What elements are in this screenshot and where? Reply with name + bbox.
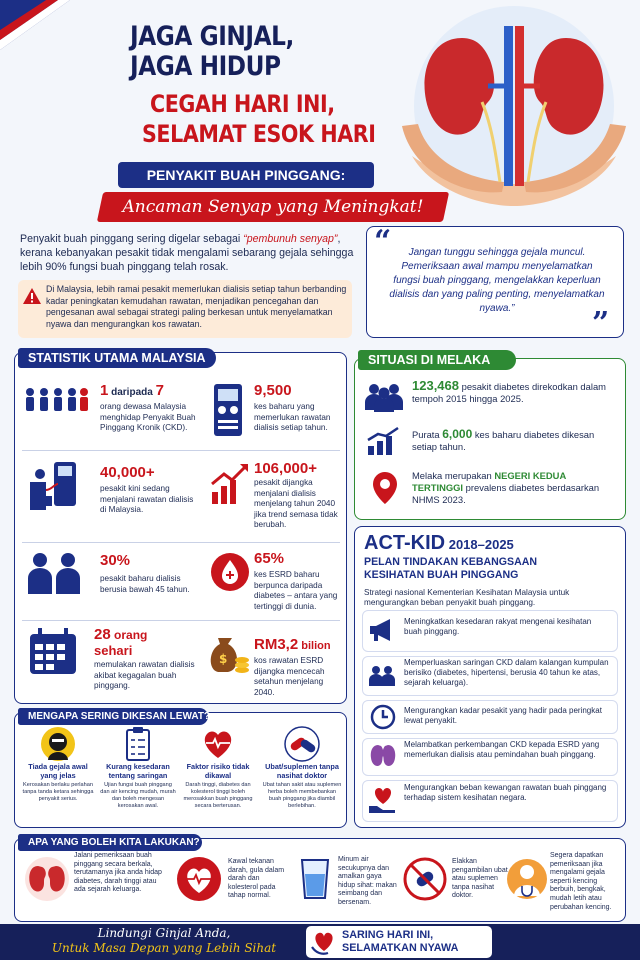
stat-1-num: 1: [100, 382, 109, 399]
water-glass-icon: [296, 856, 334, 902]
stat-1-number: [100, 382, 210, 401]
heart-hand-icon: [368, 786, 398, 814]
reason-3-text: Darah tinggi, diabetes dan kolesterol tinggi boleh merosakkan buah pinggang secara berterusan.: [183, 782, 253, 809]
melaka-1-text: pesakit diabetes direkodkan dalam tempoh 2015 hingga 2025.: [412, 381, 606, 404]
stat-2-number: 9,500: [254, 382, 292, 399]
blood-drop-icon: [210, 552, 250, 592]
reasons-title: MENGAPA SERING DIKESAN LEWAT?: [18, 708, 208, 725]
actkid-subtitle1: PELAN TINDAKAN KEBANGSAAN: [364, 556, 538, 568]
reason-4: [262, 726, 342, 810]
actkid-item-4: Melambatkan perkembangan CKD kepada ESRD yang memerlukan dialisis atau pemindahan buah pinggang.: [404, 740, 600, 759]
melaka-2-text: kes baharu diabetes dikesan setiap tahun.: [412, 429, 595, 452]
stat-4-text: pesakit dijangka menjalani dialisis menjelang tahun 2040 jika trend semasa tidak berubah.: [254, 478, 338, 529]
pills-icon: [284, 726, 320, 762]
melaka-item-1: [412, 380, 618, 405]
dialysis-machine-icon: [208, 382, 248, 438]
flag-stripes-decoration: [0, 0, 70, 60]
reason-2-text: Ujian fungsi buah pinggang dan air kencing mudah, murah dan boleh mengesan kerosakan awal.: [100, 782, 176, 809]
banner-top: PENYAKIT BUAH PINGGANG:: [118, 162, 374, 188]
reason-2-title: Kurang kesedaran tentang saringan: [106, 762, 170, 780]
warning-icon: [22, 287, 42, 305]
divider: [22, 450, 340, 451]
stat-8-num: RM3,2: [254, 636, 299, 653]
action-5-text: Segera dapatkan pemeriksaan jika mengalami gejala seperti kencing berbuih, bengkak, mudah letih atau perubahan kencing.: [550, 852, 612, 911]
intro-part2: , kerana kebanyakan pesakit tidak mengalami sebarang gejala sehingga lebih 90% fungsi buah pinggang telah rosak.: [20, 233, 354, 273]
stat-8-text: kos rawatan ESRD dijangka mencecah setahun menjelang 2040.: [254, 656, 325, 697]
stat-6-number: 65%: [254, 550, 285, 567]
action-3-text: Minum air secukupnya dan amalkan gaya hidup sihat: makan seimbang dan bersenam.: [338, 856, 397, 906]
reason-4-title: Ubat/suplemen tanpa nasihat doktor: [265, 762, 339, 780]
actkid-item-5: Mengurangkan beban kewangan rawatan buah pinggang terhadap sistem kesihatan negara.: [404, 783, 607, 802]
stat-1-text: orang dewasa Malaysia menghidap Penyakit Buah Pinggang Kronik (CKD).: [100, 402, 196, 432]
trend-up-chart-icon: [208, 462, 250, 506]
doctor-icon: [506, 856, 548, 902]
heart-pulse-icon: [200, 726, 236, 762]
action-2-text: Kawal tekanan darah, gula dalam darah dan kolesterol pada tahap normal.: [228, 858, 285, 900]
melaka-2-pre: Purata: [412, 429, 443, 440]
divider: [22, 620, 340, 621]
quote-open-icon: “: [374, 224, 392, 259]
warning-text: Di Malaysia, lebih ramai pesakit memerlukan dialisis setiap tahun berbanding kadar peningkatan kemudahan rawatan, menjadikan pencegahan dan pengesanan awal sebagai strategi paling berkesan untuk menyelamatkan nyawa dan mengurangkan kos rawatan.: [46, 284, 347, 329]
melaka-3-num: NEGERI KEDUA TERTINGGI: [412, 470, 566, 493]
clipboard-checklist-icon: [120, 726, 156, 762]
patient-dialysis-icon: [24, 460, 80, 512]
footer-badge-line2: SELAMATKAN NYAWA: [342, 942, 459, 954]
melaka-1-num: 123,468: [412, 378, 459, 393]
reason-1-title: Tiada gejala awal yang jelas: [28, 762, 88, 780]
megaphone-icon: [368, 618, 396, 642]
stat-3-number: 40,000+: [100, 464, 155, 481]
svg-text:$: $: [219, 652, 228, 666]
heart-monitor-icon: [176, 856, 222, 902]
melaka-item-2: [412, 428, 618, 453]
money-bag-icon: [206, 630, 250, 676]
reason-3-title: Faktor risiko tidak dikawal: [186, 762, 250, 780]
reason-1-text: Kerosakan berlaku perlahan tanpa tanda ketara sehingga penyakit serius.: [22, 782, 94, 802]
stat-8-mid: bilion: [298, 640, 331, 652]
stat-1-end: 7: [155, 382, 164, 399]
quote-close-icon: ”: [592, 306, 610, 341]
heart-care-icon: [310, 929, 338, 955]
melaka-3-pre: Melaka merupakan: [412, 470, 495, 481]
action-1-text: Jalani pemeriksaan buah pinggang secara berkala, terutamanya jika anda hidap diabetes, darah tinggi atau ada sejarah keluarga.: [74, 852, 162, 894]
young-people-icon: [26, 552, 84, 596]
intro-highlight: “pembunuh senyap”: [243, 233, 338, 245]
people-group-icon: [24, 386, 90, 420]
stat-7-num: 28: [94, 626, 111, 643]
malaysia-title: STATISTIK UTAMA MALAYSIA: [18, 348, 216, 368]
kidney-check-icon: [24, 856, 70, 902]
location-pin-icon: [370, 470, 400, 506]
stat-5-text: pesakit baharu dialisis berusia bawah 45 tahun.: [100, 574, 190, 594]
no-pills-icon: [402, 856, 448, 902]
actkid-name: ACT-KID: [364, 532, 446, 554]
stat-3-text: pesakit kini sedang menjalani rawatan dialisis di Malaysia.: [100, 484, 194, 514]
quote-text: Jangan tunggu sehingga gejala muncul. Pemeriksaan awal mampu menyelamatkan fungsi buah pinggang, mengelakkan keperluan dialisis dan yang paling penting, menyelamatkan nyawa.”: [389, 247, 605, 314]
actkid-item-2: Memperluaskan saringan CKD dalam kalangan kumpulan berisiko (diabetes, hipertensi, berusia 40 tahun ke atas, sejarah keluarga).: [404, 658, 609, 687]
bar-chart-up-icon: [366, 426, 402, 456]
stat-4-number: 106,000+: [254, 460, 317, 477]
actkid-subtitle2: KESIHATAN BUAH PINGGANG: [364, 569, 519, 581]
stat-7-mid: orang: [110, 628, 148, 642]
actkid-desc: Strategi nasional Kementerian Kesihatan Malaysia untuk mengurangkan beban penyakit buah pinggang.: [364, 588, 570, 607]
banner-bottom: Ancaman Senyap yang Meningkat!: [122, 197, 424, 217]
intro-part1: Penyakit buah pinggang sering digelar sebagai: [20, 233, 244, 245]
stat-8-number: [254, 636, 344, 655]
footer-line1: Lindungi Ginjal Anda,: [97, 926, 231, 940]
footer-line2: Untuk Masa Depan yang Lebih Sihat: [51, 941, 277, 955]
clock-icon: [370, 704, 396, 730]
stat-6-text: kes ESRD baharu berpunca daripada diabetes – antara yang tertinggi di dunia.: [254, 570, 338, 611]
melaka-3-text: prevalens diabetes berdasarkan NHMS 2023.: [412, 482, 600, 505]
actkid-item-1: Meningkatkan kesedaran rakyat mengenai kesihatan buah pinggang.: [404, 617, 592, 636]
footer-badge-line1: SARING HARI INI,: [342, 929, 434, 941]
kidney-icon: [370, 742, 396, 770]
actkid-title: [364, 532, 514, 555]
stat-2-text: kes baharu yang memerlukan rawatan dialisis setiap tahun.: [254, 402, 331, 432]
stat-5-number: 30%: [100, 552, 131, 569]
intro-text: [20, 232, 360, 274]
melaka-item-3: [412, 470, 618, 506]
stat-7-text: memulakan rawatan dialisis akibat kegagalan buah pinggang.: [94, 660, 195, 690]
stat-7-number: [94, 626, 204, 644]
hidden-face-icon: [40, 726, 76, 762]
calendar-icon: [28, 628, 78, 676]
reason-1: [20, 726, 96, 803]
melaka-2-num: 6,000: [442, 427, 473, 441]
title-line4: SELAMAT ESOK HARI: [142, 120, 376, 148]
reason-3: [180, 726, 256, 810]
divider: [22, 542, 340, 543]
actkid-years: 2018–2025: [445, 537, 514, 552]
actkid-item-3: Mengurangkan kadar pesakit yang hadir pada peringkat lewat penyakit.: [404, 706, 602, 725]
kidney-hands-illustration: [392, 6, 632, 218]
screening-people-icon: [368, 662, 396, 690]
melaka-title: SITUASI DI MELAKA: [358, 350, 516, 370]
reason-2: [100, 726, 176, 810]
title-line2: JAGA HIDUP: [130, 51, 281, 82]
reason-4-text: Ubat tahan sakit atau suplemen herba boleh membebankan buah pinggang jika diambil berlebihan.: [262, 782, 342, 809]
patients-group-icon: [364, 382, 404, 412]
action-4-text: Elakkan pengambilan ubat atau suplemen tanpa nasihat doktor.: [452, 858, 508, 900]
stat-1-mid: daripada: [108, 387, 156, 398]
actions-title: APA YANG BOLEH KITA LAKUKAN?: [18, 834, 202, 851]
title-line3: CEGAH HARI INI,: [150, 90, 335, 118]
stat-7-line2: sehari: [94, 643, 133, 658]
title-line1: JAGA GINJAL,: [130, 21, 294, 52]
